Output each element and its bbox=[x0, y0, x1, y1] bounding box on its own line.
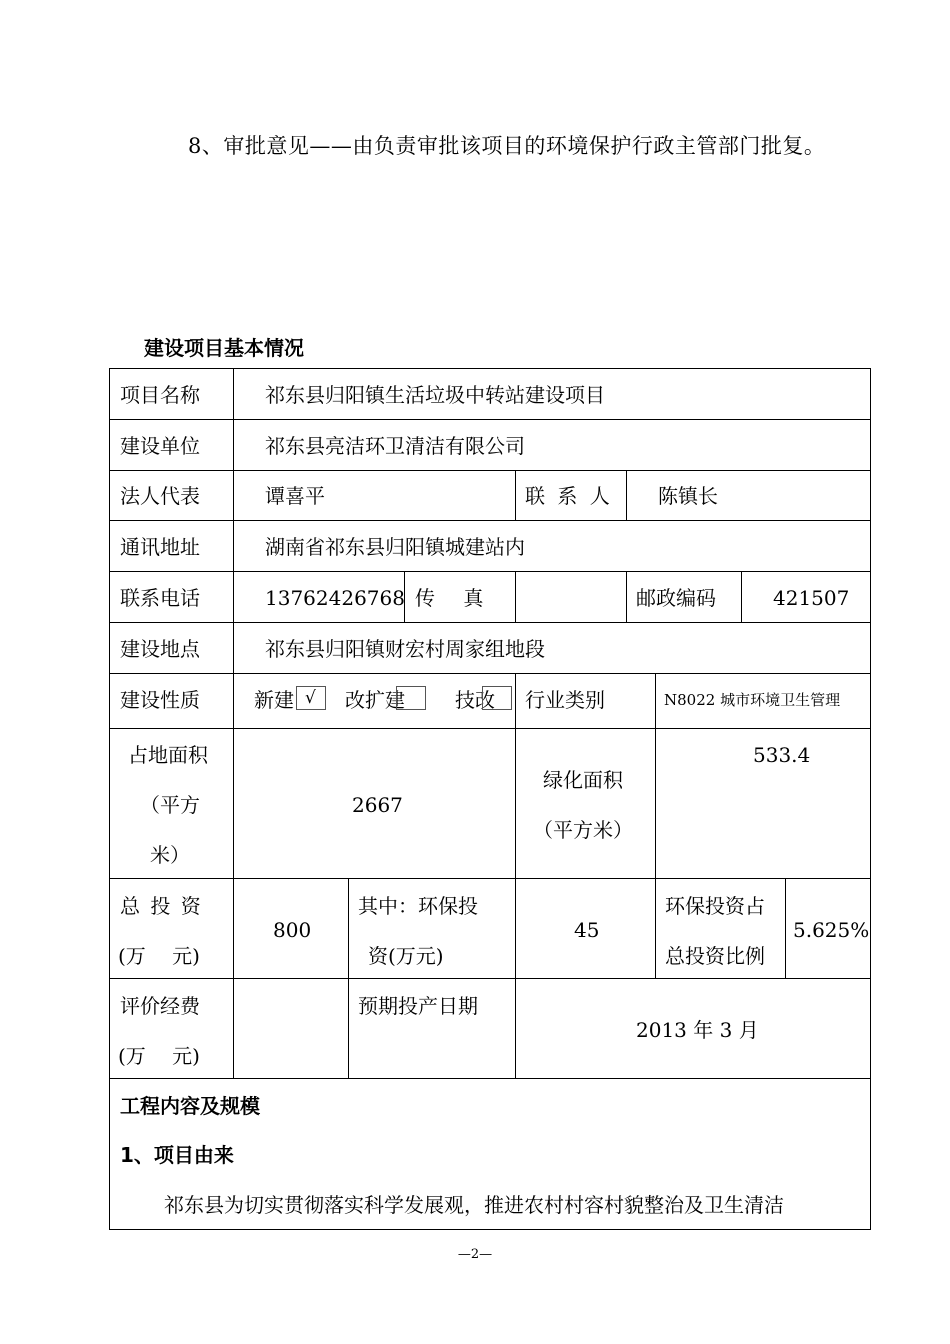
scope-title: 工程内容及规模 bbox=[120, 1094, 260, 1118]
builder-value: 祁东县亮洁环卫清洁有限公司 bbox=[265, 434, 525, 458]
col-divider bbox=[655, 878, 656, 978]
legal-rep-label: 法人代表 bbox=[120, 484, 200, 508]
col-divider bbox=[515, 673, 516, 728]
section-title: 建设项目基本情况 bbox=[144, 336, 304, 360]
env-invest-label-line2: 资(万元) bbox=[368, 944, 444, 968]
area-label-line3: 米） bbox=[150, 843, 190, 867]
row-divider bbox=[109, 520, 871, 521]
row-divider bbox=[109, 419, 871, 420]
area-label-line1: 占地面积 bbox=[128, 743, 208, 767]
row-divider bbox=[109, 728, 871, 729]
nature-expand-checkbox[interactable] bbox=[396, 686, 426, 710]
row-divider bbox=[109, 673, 871, 674]
address-value: 湖南省祁东县归阳镇城建站内 bbox=[265, 535, 525, 559]
invest-label-line2: (万 元) bbox=[118, 944, 200, 968]
fee-label-line1: 评价经费 bbox=[120, 994, 200, 1018]
green-value: 533.4 bbox=[753, 743, 811, 767]
col-divider bbox=[785, 878, 786, 978]
approval-note: 8、审批意见——由负责审批该项目的环境保护行政主管部门批复。 bbox=[188, 134, 826, 158]
fax-label: 传 真 bbox=[415, 586, 484, 610]
area-value: 2667 bbox=[352, 793, 403, 817]
col-divider bbox=[626, 571, 627, 622]
invest-label-line1: 总 投 资 bbox=[120, 894, 201, 918]
date-value: 2013 年 3 月 bbox=[636, 1018, 759, 1042]
industry-value: N8022 城市环境卫生管理 bbox=[664, 691, 841, 709]
row-divider bbox=[109, 470, 871, 471]
site-label: 建设地点 bbox=[120, 637, 200, 661]
project-name-value: 祁东县归阳镇生活垃圾中转站建设项目 bbox=[265, 383, 605, 407]
row-divider bbox=[109, 1078, 871, 1079]
row-divider bbox=[109, 571, 871, 572]
legal-rep-value: 谭喜平 bbox=[265, 484, 325, 508]
address-label: 通讯地址 bbox=[120, 535, 200, 559]
ratio-label-line1: 环保投资占 bbox=[665, 894, 765, 918]
row-divider bbox=[109, 878, 871, 879]
green-label-line1: 绿化面积 bbox=[543, 768, 623, 792]
col-divider bbox=[515, 470, 516, 520]
industry-label: 行业类别 bbox=[525, 688, 605, 712]
nature-new-label: 新建 bbox=[254, 688, 294, 712]
col-divider bbox=[515, 728, 516, 878]
nature-label: 建设性质 bbox=[120, 688, 200, 712]
nature-expand-label: 改扩建 bbox=[345, 688, 405, 712]
col-divider bbox=[626, 470, 627, 520]
col-divider bbox=[233, 728, 234, 878]
ratio-label-line2: 总投资比例 bbox=[665, 944, 765, 968]
col-divider bbox=[515, 571, 516, 622]
builder-label: 建设单位 bbox=[120, 434, 200, 458]
page-number: —2— bbox=[457, 1247, 493, 1262]
phone-value: 13762426768 bbox=[265, 586, 405, 610]
fee-label-line2: (万 元) bbox=[118, 1044, 200, 1068]
contact-value: 陈镇长 bbox=[658, 484, 718, 508]
col-divider bbox=[655, 673, 656, 728]
postcode-label: 邮政编码 bbox=[636, 586, 716, 610]
ratio-value: 5.625% bbox=[793, 918, 870, 942]
env-invest-label-line1: 其中：环保投 bbox=[358, 894, 478, 918]
origin-text: 祁东县为切实贯彻落实科学发展观，推进农村村容村貌整治及卫生清洁 bbox=[164, 1193, 784, 1217]
origin-title: 1、项目由来 bbox=[120, 1143, 234, 1167]
site-value: 祁东县归阳镇财宏村周家组地段 bbox=[265, 637, 545, 661]
col-divider bbox=[233, 878, 234, 1078]
phone-label: 联系电话 bbox=[120, 586, 200, 610]
nature-tech-label: 技改 bbox=[455, 688, 495, 712]
col-divider bbox=[348, 878, 349, 1078]
area-label-line2: （平方 bbox=[140, 793, 200, 817]
row-divider bbox=[109, 622, 871, 623]
date-label: 预期投产日期 bbox=[358, 994, 478, 1018]
env-invest-value: 45 bbox=[574, 918, 600, 942]
project-name-label: 项目名称 bbox=[120, 383, 200, 407]
col-divider bbox=[233, 368, 234, 728]
nature-tech-checkbox[interactable] bbox=[482, 686, 512, 710]
check-mark-icon: √ bbox=[305, 688, 316, 708]
row-divider bbox=[109, 978, 871, 979]
green-label-line2: （平方米） bbox=[533, 818, 633, 842]
col-divider bbox=[655, 728, 656, 878]
contact-label: 联 系 人 bbox=[525, 484, 610, 508]
col-divider bbox=[515, 878, 516, 1078]
col-divider bbox=[741, 571, 742, 622]
invest-value: 800 bbox=[273, 918, 312, 942]
postcode-value: 421507 bbox=[773, 586, 850, 610]
